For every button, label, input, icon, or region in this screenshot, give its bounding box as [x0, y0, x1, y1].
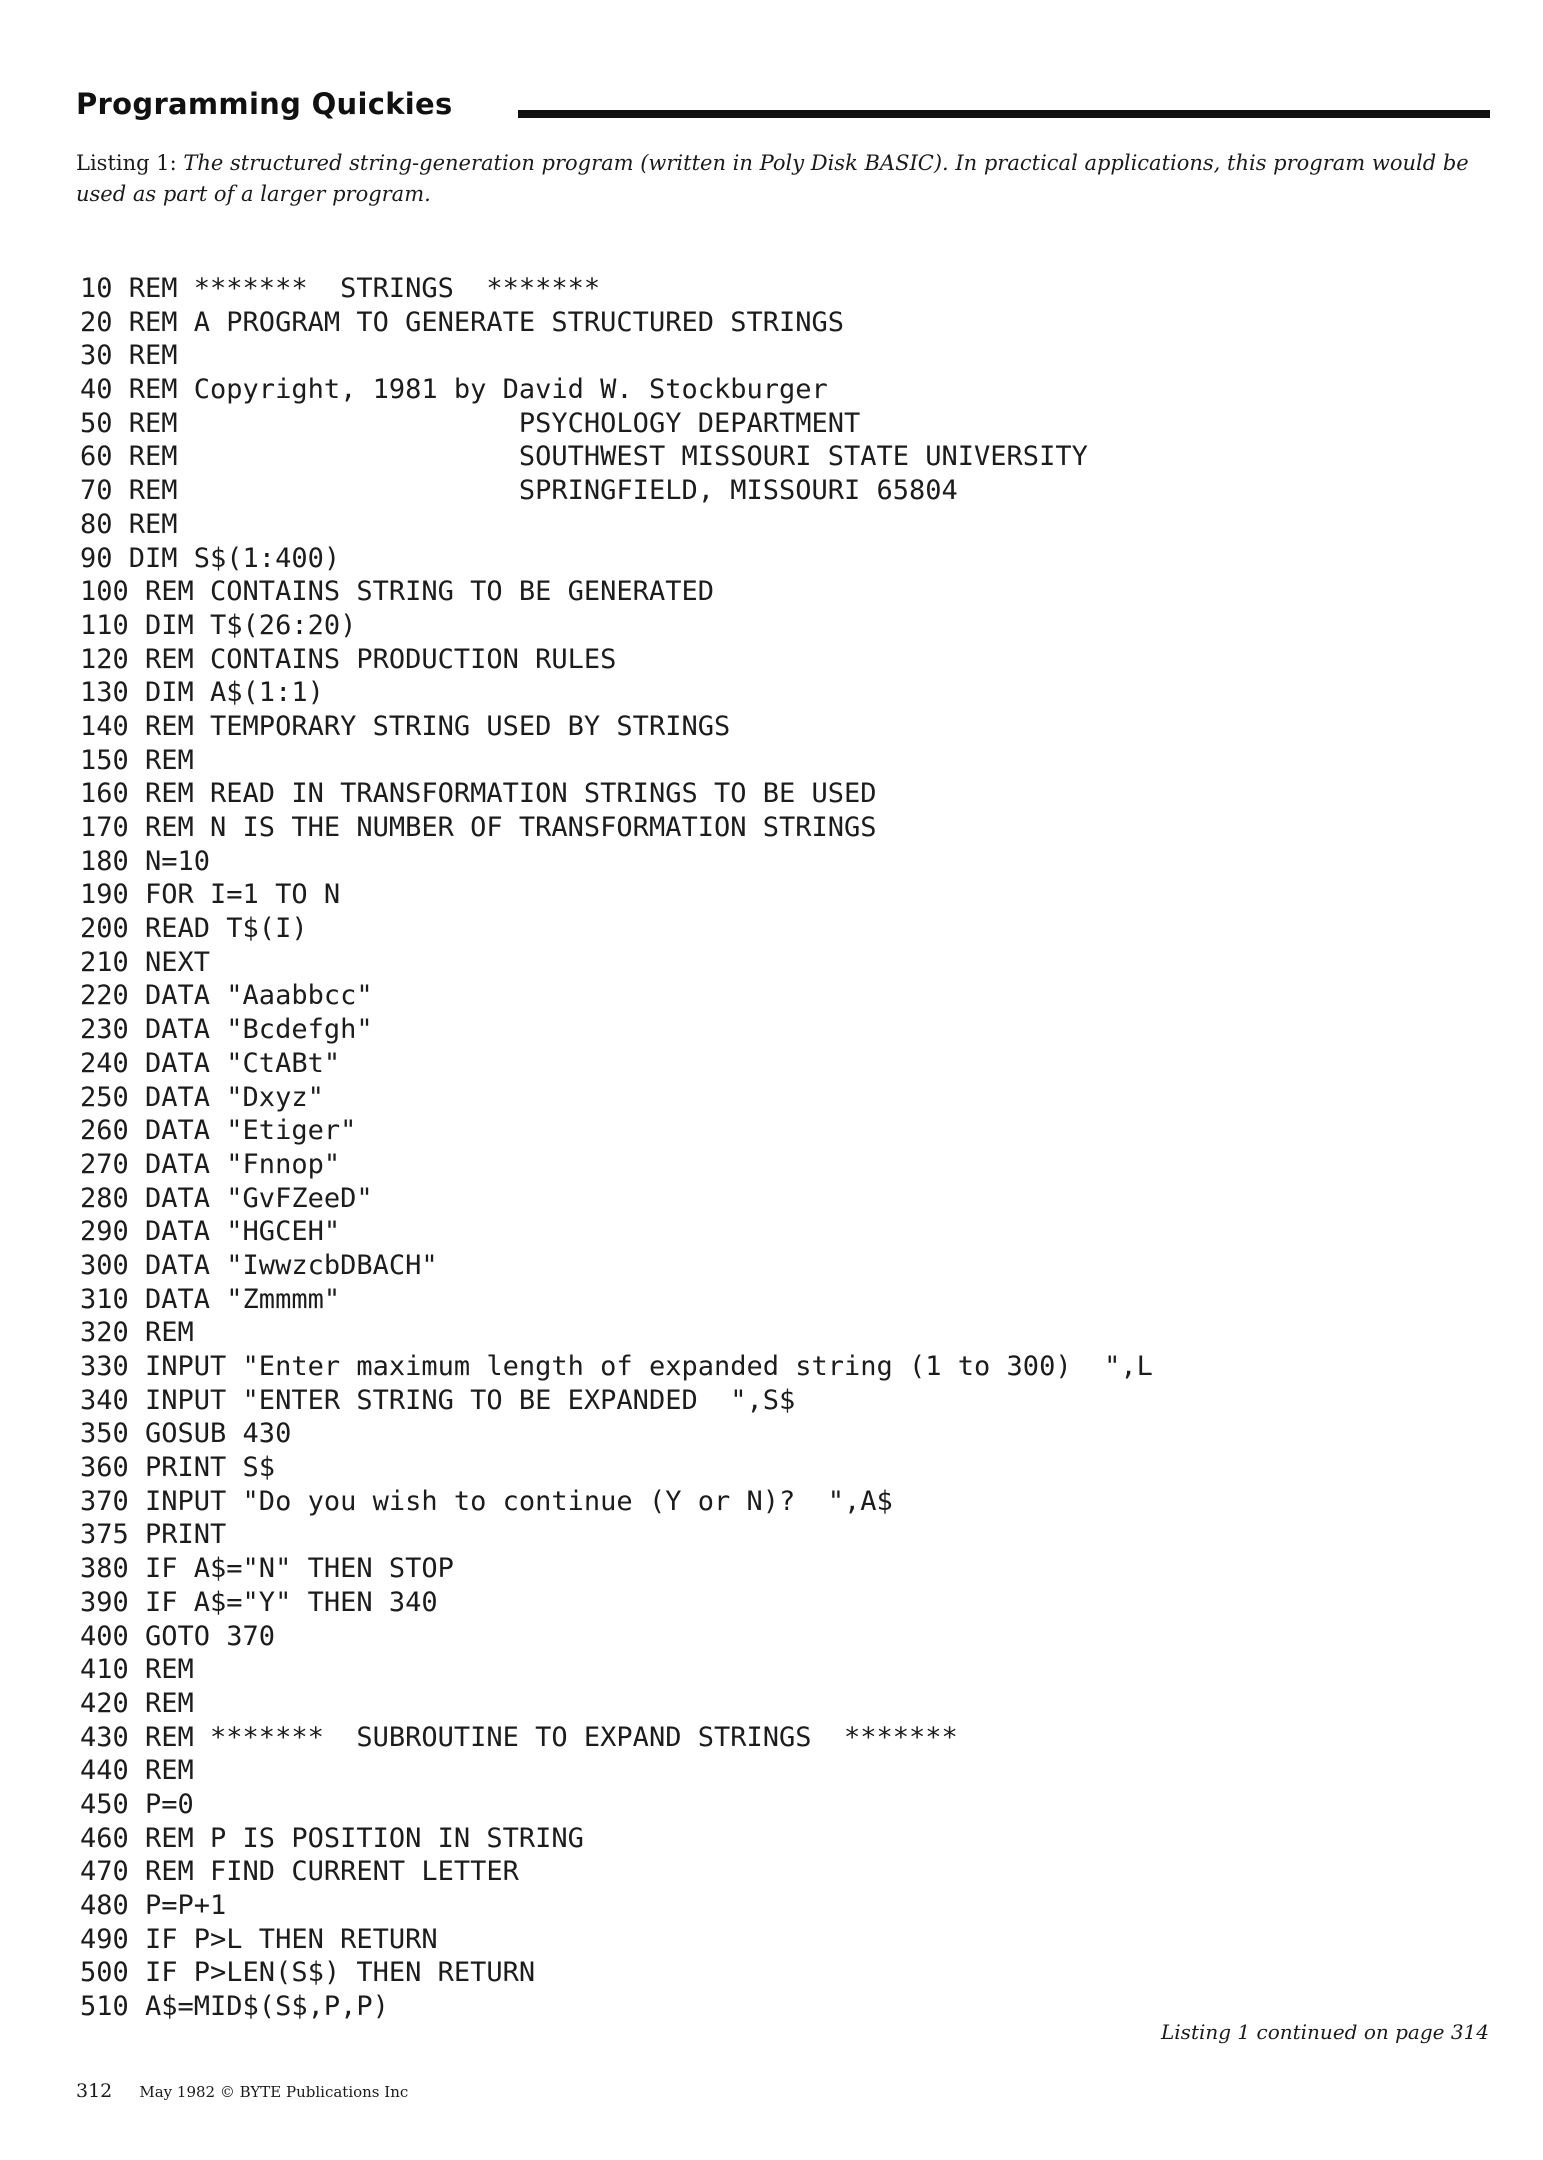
code-line: 300 DATA "IwwzcbDBACH": [80, 1249, 438, 1281]
code-line: 450 P=0: [80, 1788, 194, 1820]
code-line: 375 PRINT: [80, 1519, 227, 1551]
code-line: 140 REM TEMPORARY STRING USED BY STRINGS: [80, 710, 731, 742]
code-line: 110 DIM T$(26:20): [80, 609, 357, 641]
code-line: 50 REM PSYCHOLOGY DEPARTMENT: [80, 407, 861, 439]
code-line: 240 DATA "CtABt": [80, 1047, 341, 1079]
code-line: 440 REM: [80, 1755, 194, 1787]
page-header: [76, 84, 1490, 124]
code-line: 30 REM: [80, 340, 178, 372]
code-line: 260 DATA "Etiger": [80, 1115, 357, 1147]
code-line: 480 P=P+1: [80, 1890, 227, 1921]
code-line: 130 DIM A$(1:1): [80, 677, 324, 709]
code-line: 290 DATA "HGCEH": [80, 1216, 341, 1248]
code-line: 490 IF P>L THEN RETURN: [80, 1923, 438, 1955]
code-line: 470 REM FIND CURRENT LETTER: [80, 1856, 519, 1888]
code-line: 20 REM A PROGRAM TO GENERATE STRUCTURED STRINGS: [80, 306, 845, 338]
code-line: 170 REM N IS THE NUMBER OF TRANSFORMATION STRINGS: [80, 812, 877, 843]
code-line: 100 REM CONTAINS STRING TO BE GENERATED: [80, 576, 714, 608]
code-line: 380 IF A$="N" THEN STOP: [80, 1553, 454, 1585]
code-line: 500 IF P>LEN(S$) THEN RETURN: [80, 1957, 536, 1989]
code-line: 430 REM ******* SUBROUTINE TO EXPAND STRINGS *******: [80, 1721, 958, 1753]
code-line: 270 DATA "Fnnop": [80, 1148, 341, 1180]
page-number: 312: [76, 2080, 113, 2102]
section-title: Programming Quickies: [76, 87, 453, 121]
code-line: 310 DATA "Zmmmm": [80, 1283, 341, 1315]
code-line: 350 GOSUB 430: [80, 1418, 292, 1450]
code-line: 210 NEXT: [80, 946, 211, 978]
page-footer: [76, 2080, 408, 2102]
code-line: 280 DATA "GvFZeeD": [80, 1182, 373, 1214]
code-line: 150 REM: [80, 744, 194, 776]
code-line: 70 REM SPRINGFIELD, MISSOURI 65804: [80, 475, 958, 507]
code-line: 370 INPUT "Do you wish to continue (Y or N)? ",A$: [80, 1485, 893, 1517]
listing-caption: [76, 148, 1490, 210]
code-line: 160 REM READ IN TRANSFORMATION STRINGS TO BE USED: [80, 778, 877, 810]
code-line: 360 PRINT S$: [80, 1452, 276, 1484]
code-line: 510 A$=MID$(S$,P,P): [80, 1991, 389, 2023]
code-line: 460 REM P IS POSITION IN STRING: [80, 1822, 584, 1854]
code-line: 420 REM: [80, 1687, 194, 1719]
code-line: 10 REM ******* STRINGS *******: [80, 273, 601, 304]
code-line: 220 DATA "Aaabbcc": [80, 980, 373, 1012]
code-line: 320 REM: [80, 1317, 194, 1349]
code-line: 180 N=10: [80, 845, 211, 877]
code-line: 80 REM: [80, 508, 178, 540]
code-line: 340 INPUT "ENTER STRING TO BE EXPANDED ",S$: [80, 1384, 796, 1416]
code-line: 200 READ T$(I): [80, 913, 308, 945]
header-rule: [518, 110, 1490, 118]
code-line: 400 GOTO 370: [80, 1620, 276, 1652]
caption-label: Listing 1:: [76, 151, 177, 175]
code-line: 90 DIM S$(1:400): [80, 542, 341, 574]
code-line: 250 DATA "Dxyz": [80, 1081, 324, 1113]
code-listing: [80, 272, 1500, 2024]
continued-note: Listing 1 continued on page 314: [1161, 2020, 1489, 2044]
code-line: 330 INPUT "Enter maximum length of expanded string (1 to 300) ",L: [80, 1351, 1153, 1382]
code-line: 230 DATA "Bcdefgh": [80, 1014, 373, 1046]
code-line: 60 REM SOUTHWEST MISSOURI STATE UNIVERSITY: [80, 441, 1088, 473]
caption-text: The structured string-generation program (written in Poly Disk BASIC). In practical applications, this program would be used as part of a larger program.: [76, 151, 1469, 206]
code-line: 410 REM: [80, 1654, 194, 1686]
publication-credit: May 1982 © BYTE Publications Inc: [139, 2083, 409, 2101]
code-line: 390 IF A$="Y" THEN 340: [80, 1586, 438, 1618]
code-line: 40 REM Copyright, 1981 by David W. Stockburger: [80, 374, 828, 406]
code-line: 190 FOR I=1 TO N: [80, 879, 341, 911]
code-line: 120 REM CONTAINS PRODUCTION RULES: [80, 643, 617, 675]
